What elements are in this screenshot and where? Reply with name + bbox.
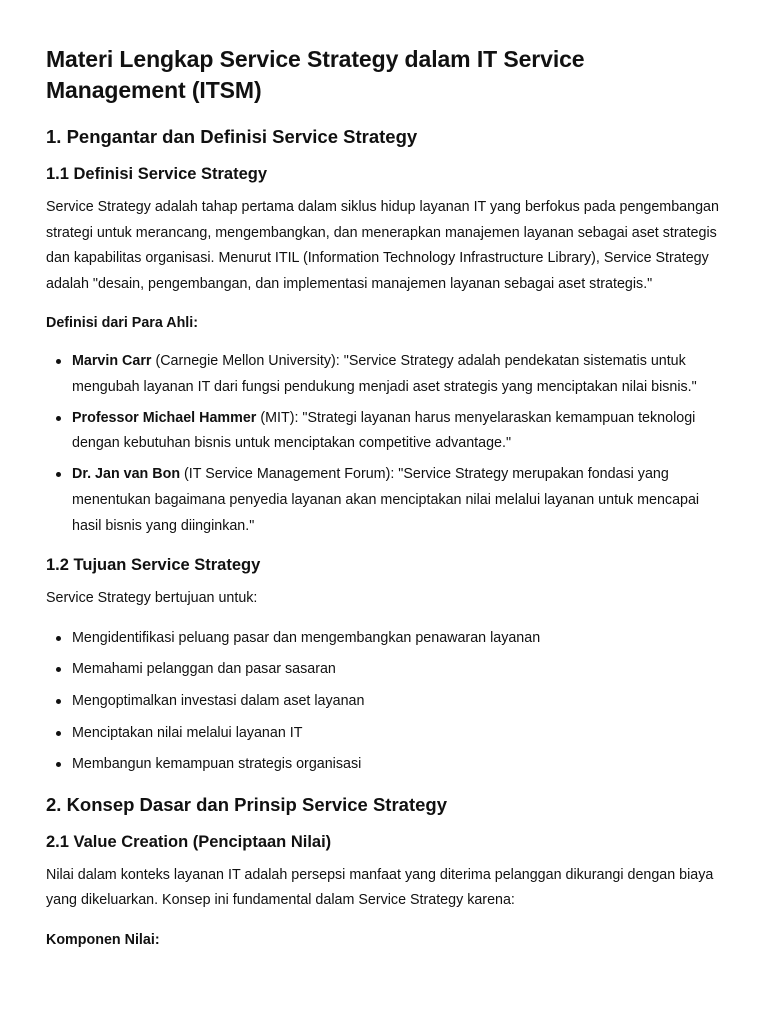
value-paragraph: Nilai dalam konteks layanan IT adalah persepsi manfaat yang diterima pelanggan dikurangi dengan biaya yang dikeluarkan. Konsep ini fundamental dalam Service Strategy karena: [46,866,714,909]
subsection-1-1-heading: 1.1 Definisi Service Strategy [46,165,268,183]
expert-name: Marvin Carr [72,352,152,369]
expert-quote: (Carnegie Mellon University): "Service Strategy adalah pendekatan sistematis untuk mengubah layanan IT dari fungsi pendukung menjadi aset strategis yang menciptakan nilai bisnis." [72,352,697,395]
document-title: Materi Lengkap Service Strategy dalam IT Service Management (ITSM) [46,46,585,103]
expert-quote: (MIT): "Strategi layanan harus menyelaraskan kemampuan teknologi dengan kebutuhan bisnis untuk menciptakan competitive advantage." [72,409,696,452]
list-item [46,406,722,457]
subsection-2-1-heading: 2.1 Value Creation (Penciptaan Nilai) [46,832,332,851]
list-item: Memahami pelanggan dan pasar sasaran [46,657,722,683]
list-item: Menciptakan nilai melalui layanan IT [46,721,722,747]
expert-name: Professor Michael Hammer [72,409,257,426]
list-item: Mengoptimalkan investasi dalam aset layanan [46,689,722,715]
section-1-heading: 1. Pengantar dan Definisi Service Strategy [46,126,418,147]
section-2-heading: 2. Konsep Dasar dan Prinsip Service Strategy [46,793,447,815]
list-item: Membangun kemampuan strategis organisasi [46,752,722,778]
goals-intro: Service Strategy bertujuan untuk: [46,590,258,607]
value-components-label: Komponen Nilai: [46,931,160,948]
definition-paragraph: Service Strategy adalah tahap pertama dalam siklus hidup layanan IT yang berfokus pada pengembangan strategi untuk merancang, mengembangkan, dan menerapkan manajemen layanan sebagai aset strategis dan kapabilitas organisasi. Menurut ITIL (Information Technology Infrastructure Library), Service Strategy adalah "desain, pengembangan, dan implementasi manajemen layanan sebagai aset strategis." [46,199,719,292]
goals-list [46,626,722,778]
experts-list [46,349,722,539]
expert-quote: (IT Service Management Forum): "Service Strategy merupakan fondasi yang menentukan bagaimana penyedia layanan akan menciptakan nilai melalui layanan untuk mencapai hasil bisnis yang diinginkan." [72,466,700,534]
experts-label: Definisi dari Para Ahli: [46,315,199,332]
list-item: Mengidentifikasi peluang pasar dan mengembangkan penawaran layanan [46,626,722,652]
list-item [46,462,722,539]
subsection-1-2-heading: 1.2 Tujuan Service Strategy [46,556,261,575]
list-item [46,349,722,400]
expert-name: Dr. Jan van Bon [72,466,181,483]
